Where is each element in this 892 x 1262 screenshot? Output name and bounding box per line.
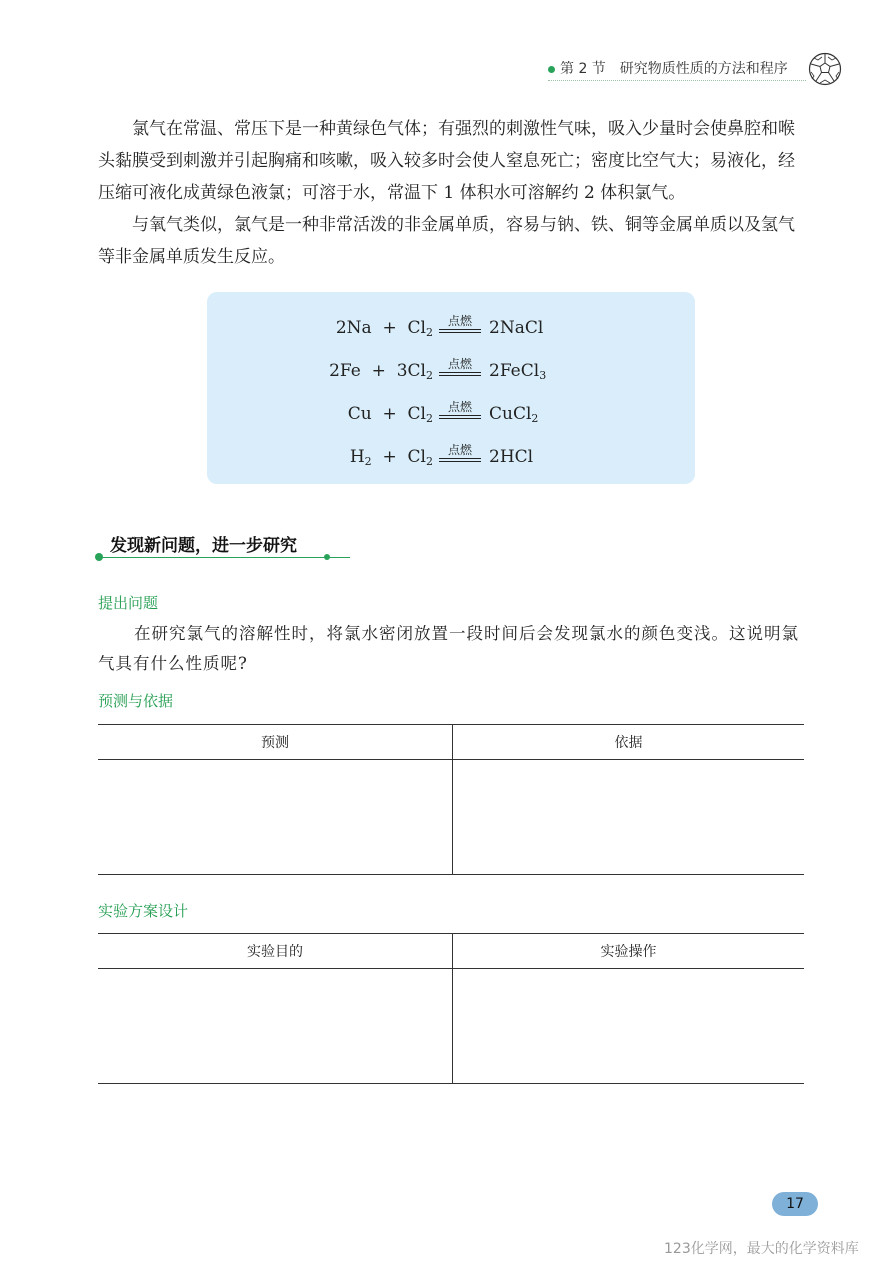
fullerene-icon	[808, 52, 842, 86]
reaction-condition-arrow: 点燃	[439, 370, 481, 380]
operation-column-header: 实验操作	[453, 934, 805, 969]
equation-box	[207, 292, 695, 484]
equation-lhs: $2Na + Cl_2$	[335, 318, 433, 339]
equation-row	[207, 400, 695, 430]
equation-row	[207, 443, 695, 473]
section-dot	[324, 554, 330, 560]
equation-rhs: 2FeCl$_3$	[489, 361, 547, 382]
intro-paragraph-1: 氯气在常温、常压下是一种黄绿色气体；有强烈的刺激性气味，吸入少量时会使鼻腔和喉头黏膜受到刺激并引起胸痛和咳嗽，吸入较多时会使人窒息死亡；密度比空气大；易液化，经压缩可液化成黄绿色液氯；可溶于水，常温下 1 体积水可溶解约 2 体积氯气。	[98, 119, 795, 203]
section-underline	[98, 557, 350, 558]
reaction-condition-arrow: 点燃	[439, 456, 481, 466]
equation-row	[207, 357, 695, 387]
prediction-table	[98, 724, 804, 875]
page-number-badge: 17	[772, 1192, 818, 1216]
basis-column-header: 依据	[453, 725, 805, 760]
equation-lhs: $Cu + Cl_2$	[347, 404, 433, 425]
header-section-title: 第 2 节 研究物质性质的方法和程序	[560, 61, 788, 77]
header-dot	[548, 66, 555, 73]
header-rule	[548, 80, 806, 81]
prediction-answer-cell[interactable]	[98, 760, 453, 875]
equation-lhs: $2Fe + 3Cl_2$	[329, 361, 433, 382]
basis-answer-cell[interactable]	[453, 760, 805, 875]
reaction-condition-arrow: 点燃	[439, 413, 481, 423]
operation-answer-cell[interactable]	[453, 969, 805, 1084]
watermark-text: 123化学网，最大的化学资料库	[664, 1241, 859, 1257]
intro-text	[98, 113, 806, 273]
intro-paragraph-2: 与氧气类似，氯气是一种非常活泼的非金属单质，容易与钠、铁、铜等金属单质以及氢气等非金属单质发生反应。	[98, 215, 795, 267]
equation-lhs: $H_2 + Cl_2$	[349, 447, 433, 468]
question-text: 在研究氯气的溶解性时，将氯水密闭放置一段时间后会发现氯水的颜色变浅。这说明氯气具有什么性质呢?	[98, 624, 799, 673]
running-header	[548, 58, 848, 82]
equation-rhs: 2HCl	[489, 447, 534, 467]
equation-rhs: 2NaCl	[489, 318, 544, 338]
design-table	[98, 933, 804, 1084]
section-dot	[95, 553, 103, 561]
section-heading: 发现新问题，进一步研究	[110, 536, 297, 556]
equation-row	[207, 314, 695, 344]
purpose-column-header: 实验目的	[98, 934, 453, 969]
prediction-heading: 预测与依据	[98, 692, 174, 710]
purpose-answer-cell[interactable]	[98, 969, 453, 1084]
prediction-column-header: 预测	[98, 725, 453, 760]
reaction-condition-arrow: 点燃	[439, 327, 481, 337]
equation-rhs: CuCl$_2$	[489, 404, 539, 425]
question-heading: 提出问题	[98, 594, 159, 612]
design-heading: 实验方案设计	[98, 902, 189, 920]
